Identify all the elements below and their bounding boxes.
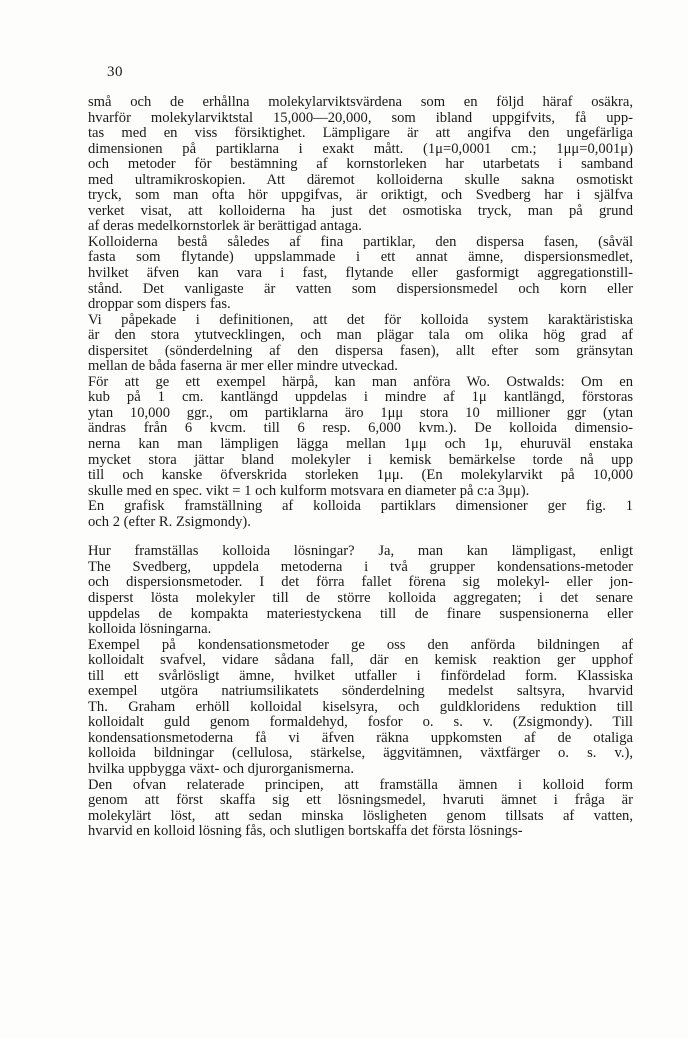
text-line: För att ge ett exempel härpå, kan man anföra Wo. Ostwalds: Om en	[88, 373, 633, 390]
text-line: Hur framställas kolloida lösningar? Ja, man kan lämpligast, enligt	[88, 543, 633, 560]
text-line: är den stora ytutvecklingen, och man plägar tala om olika hög grad af	[88, 327, 633, 344]
text-line: mycket stora jättar bland molekyler i kemisk bemärkelse torde nå upp	[88, 451, 633, 468]
text-line: kondensationsmetoderna få vi äfven räkna uppkomsten af de otaliga	[88, 729, 633, 746]
text-line: The Svedberg, uppdela metoderna i två grupper kondensations-metoder	[88, 558, 633, 575]
body-text	[88, 95, 633, 840]
text-line: och 2 (efter R. Zsigmondy).	[88, 513, 251, 530]
text-line: kolloidalt guld genom formaldehyd, fosfor o. s. v. (Zsigmondy). Till	[88, 714, 633, 731]
text-line: ändras från 6 kvcm. till 6 resp. 6,000 kvm.). De kolloida dimensio-	[88, 420, 633, 437]
text-line: tas med en viss försiktighet. Lämpligare är att angifva den ungefärliga	[88, 125, 633, 142]
paragraph-group-1	[88, 95, 633, 530]
paragraph-group-2	[88, 544, 633, 839]
text-line: hvarvid en kolloid lösning fås, och slutligen bortskaffa det första lösnings-	[88, 823, 523, 840]
text-line: hvarför molekylarviktstal 15,000—20,000, som ibland uppgifvits, få upp-	[88, 109, 633, 126]
text-line: mellan de båda faserna är mer eller mindre utveckad.	[88, 358, 398, 375]
text-line: Th. Graham erhöll kolloidal kiselsyra, och guldkloridens reduktion till	[88, 698, 633, 715]
text-line: dimensionen på partiklarna i exakt mått. (1μ=0,0001 cm.; 1μμ=0,001μ)	[88, 140, 633, 157]
text-line: genom att först skaffa sig ett lösningsmedel, hvaruti ämnet i fråga är	[88, 792, 633, 809]
text-line: skulle med en spec. vikt = 1 och kulform motsvara en diameter på c:a 3μμ).	[88, 482, 530, 499]
text-line: och metoder för bestämning af kornstorleken har utarbetats i samband	[88, 156, 633, 173]
text-line: En grafisk framställning af kolloida partiklars dimensioner ger fig. 1	[88, 498, 633, 515]
text-line: droppar som dispers fas.	[88, 296, 231, 313]
text-line: molekylärt löst, att sedan minska lösligheten genom tillsats af vatten,	[88, 807, 633, 824]
section-gap	[88, 530, 633, 544]
text-line: kolloida bildningar (cellulosa, stärkelse, äggvitämnen, växtfärger o. s. v.),	[88, 745, 633, 762]
text-line: Vi påpekade i definitionen, att det för kolloida system karaktäristiska	[88, 311, 633, 328]
text-line: hvilket äfven kan vara i fast, flytande eller gasformigt aggregationstill-	[88, 265, 633, 282]
text-line: stånd. Det vanligaste är vatten som dispersionsmedel och korn eller	[88, 280, 633, 297]
text-line: med ultramikroskopien. Att däremot kolloiderna skulle sakna osmotiskt	[88, 171, 633, 188]
text-line: kolloidalt svafvel, vidare sådana fall, där en kemisk reaktion ger upphof	[88, 652, 633, 669]
text-line: Exempel på kondensationsmetoder ge oss den anförda bildningen af	[88, 636, 633, 653]
text-line: fasta som flytande) uppslammade i ett annat ämne, dispersionsmedlet,	[88, 249, 633, 266]
text-line: disperst lösta molekyler till de större kolloida aggregaten; i det senare	[88, 589, 633, 606]
text-line: ytan 10,000 ggr., om partiklarna äro 1μμ stora 10 millioner ggr (ytan	[88, 404, 633, 421]
text-line: små och de erhållna molekylarviktsvärdena som en följd häraf osäkra,	[88, 94, 633, 110]
text-line: och dispersionsmetoder. I det förra fallet förena sig molekyl- eller jon-	[88, 574, 633, 591]
text-line: kub på 1 cm. kantlängd uppdelas i mindre af 1μ kantlängd, förstoras	[88, 389, 633, 406]
text-line: Den ofvan relaterade principen, att framställa ämnen i kolloid form	[88, 776, 633, 793]
text-line: Kolloiderna bestå således af fina partiklar, den dispersa fasen, (såväl	[88, 233, 633, 250]
text-line: exempel utgöra natriumsilikatets sönderdelning medelst saltsyra, hvarvid	[88, 683, 633, 700]
text-line: verket visat, att kolloiderna ha just det osmotiska tryck, man på grund	[88, 202, 633, 219]
text-line: nerna kan man lämpligen lägga mellan 1μμ och 1μ, ehuruväl enstaka	[88, 436, 633, 453]
text-line: dispersitet (sönderdelning af den dispersa fasen), allt efter som gränsytan	[88, 342, 633, 359]
text-line: till och kanske öfverskrida storleken 1μμ. (En molekylarvikt på 10,000	[88, 467, 633, 484]
text-line: kolloida lösningarna.	[88, 621, 212, 638]
text-line: uppdelas de kompakta materiestyckena till de finare suspensionerna eller	[88, 605, 633, 622]
text-line: hvilka uppbygga växt- och djurorganismerna.	[88, 760, 355, 777]
text-line: tryck, som man ofta hör uppgifvas, är oriktigt, och Svedberg har i själfva	[88, 187, 633, 204]
text-line: af deras medelkornstorlek är berättigad antaga.	[88, 218, 362, 235]
page-number: 30	[107, 64, 123, 80]
text-line: till ett svårlösligt ämne, hvilket utfaller i finfördelad form. Klassiska	[88, 667, 633, 684]
